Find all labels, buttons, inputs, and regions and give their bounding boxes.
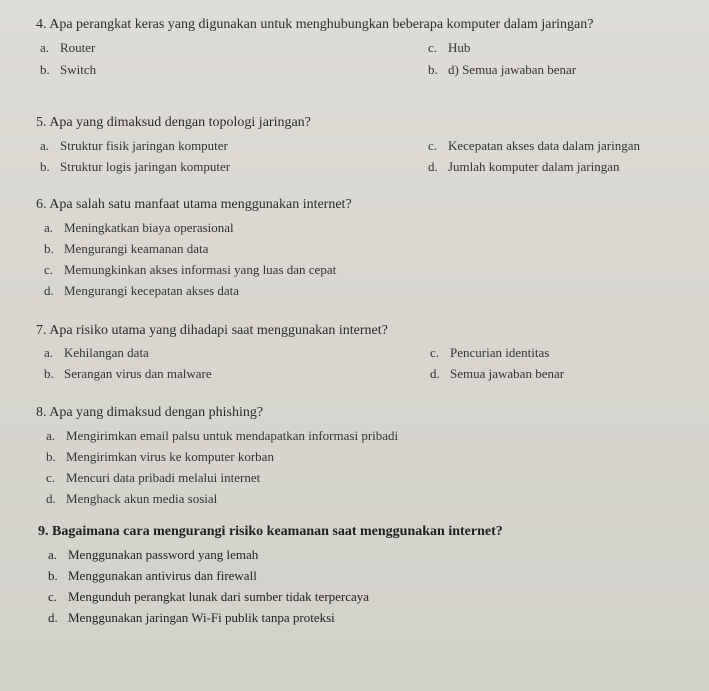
option-d: d. Semua jawaban benar [430,366,565,381]
option-d: d. Mengurangi kecepatan akses data [44,283,240,298]
option-c: c. Memungkinkan akses informasi yang luas dan cepat [44,262,337,277]
option-c: c. Hub [428,40,471,55]
option-d: d. Menggunakan jaringan Wi-Fi publik tanpa proteksi [48,610,335,625]
option-b: b. Mengirimkan virus ke komputer korban [46,449,274,464]
option-c: c. Pencurian identitas [430,345,550,360]
option-a: a. Meningkatkan biaya operasional [44,220,234,235]
option-a: a. Mengirimkan email palsu untuk mendapatkan informasi pribadi [46,428,399,443]
option-b: b. Struktur logis jaringan komputer [40,159,231,174]
question-4-text: 4. Apa perangkat keras yang digunakan untuk menghubungkan beberapa komputer dalam jaringan? [36,17,594,32]
option-c: c. Mengunduh perangkat lunak dari sumber tidak terpercaya [48,589,370,604]
option-a: a. Struktur fisik jaringan komputer [40,138,228,153]
option-b: b. Menggunakan antivirus dan firewall [48,568,257,583]
question-8-text: 8. Apa yang dimaksud dengan phishing? [36,405,264,420]
option-d: b. d) Semua jawaban benar [428,62,577,77]
option-b: b. Mengurangi keamanan data [44,241,209,256]
option-b: b. Switch [40,62,97,77]
option-a: a. Kehilangan data [44,345,149,360]
question-9-text: 9. Bagaimana cara mengurangi risiko keamanan saat menggunakan internet? [38,524,503,539]
option-a: a. Router [40,40,96,55]
question-6-text: 6. Apa salah satu manfaat utama menggunakan internet? [36,197,352,212]
option-c: c. Mencuri data pribadi melalui internet [46,470,261,485]
option-a: a. Menggunakan password yang lemah [48,547,259,562]
option-d: d. Jumlah komputer dalam jaringan [428,159,620,174]
question-5-text: 5. Apa yang dimaksud dengan topologi jaringan? [36,115,311,130]
option-d: d. Menghack akun media sosial [46,491,218,506]
question-7-text: 7. Apa risiko utama yang dihadapi saat menggunakan internet? [36,323,388,338]
option-c: c. Kecepatan akses data dalam jaringan [428,138,641,153]
option-b: b. Serangan virus dan malware [44,366,212,381]
